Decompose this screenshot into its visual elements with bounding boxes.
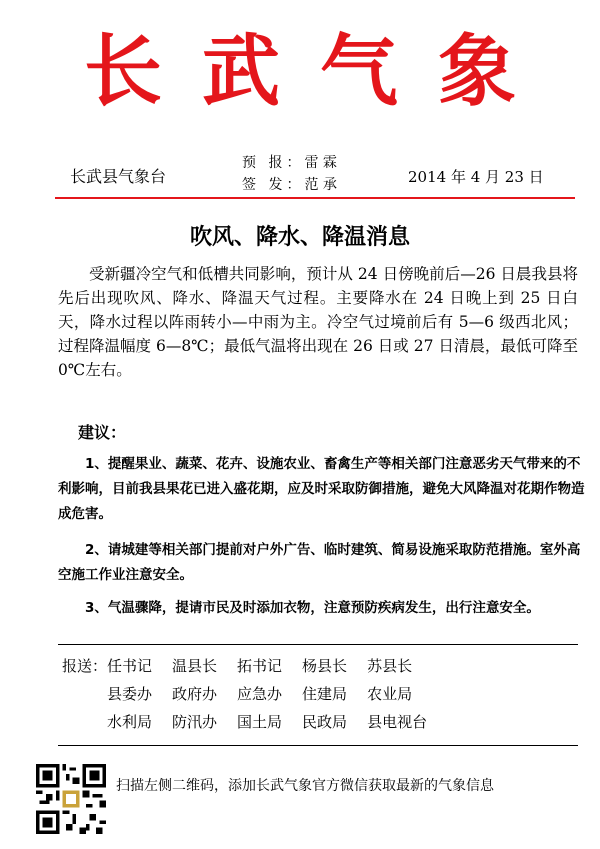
recipient: 政府办 bbox=[172, 685, 218, 703]
recipient: 住建局 bbox=[302, 685, 348, 703]
masthead-title: 长武气象 bbox=[83, 26, 556, 117]
distribution-bottom-rule bbox=[58, 745, 578, 746]
issuer-name: 范 承 bbox=[304, 177, 337, 193]
distribution-top-rule bbox=[58, 644, 578, 645]
roles-block bbox=[242, 152, 337, 196]
recipient: 苏县长 bbox=[367, 657, 413, 675]
distribution-row bbox=[62, 652, 582, 680]
header-info bbox=[0, 150, 600, 195]
header-divider bbox=[55, 197, 575, 199]
lead-paragraph: 受新疆冷空气和低槽共同影响，预计从 24 日傍晚前后—26 日晨我县将先后出现吹风、降水、降温天气过程。主要降水在 24 日晚上到 25 日白天，降水过程以阵雨转小—中雨为主。冷空气过境前后有 5—6 级西北风；过程降温幅度 6—8℃；最低气温将出现在 26 日或 27 日清晨，最低可降至 0℃左右。 bbox=[58, 265, 578, 379]
distribution-row bbox=[62, 708, 582, 736]
recipient: 拓书记 bbox=[237, 657, 283, 675]
qr-code-icon bbox=[36, 764, 106, 834]
bulletin-title: 吹风、降水、降温消息 bbox=[189, 225, 410, 250]
recipient: 水利局 bbox=[107, 713, 153, 731]
suggestion-item: 3、气温骤降，提请市民及时添加衣物，注意预防疾病发生，出行注意安全。 bbox=[85, 600, 540, 616]
issue-date: 2014 年 4 月 23 日 bbox=[408, 168, 544, 186]
recipient: 县委办 bbox=[107, 685, 153, 703]
recipient: 温县长 bbox=[172, 657, 218, 675]
recipient: 国土局 bbox=[237, 713, 283, 731]
issue-label: 签 发： bbox=[242, 177, 305, 193]
distribution-list bbox=[62, 652, 582, 736]
forecaster-name: 雷 霖 bbox=[304, 155, 337, 171]
suggestion-item: 2、请城建等相关部门提前对户外广告、临时建筑、简易设施采取防范措施。室外高空施工作业注意安全。 bbox=[58, 542, 581, 583]
suggestion-item: 1、提醒果业、蔬菜、花卉、设施农业、畜禽生产等相关部门注意恶劣天气带来的不利影响，目前我县果花已进入盛花期，应及时采取防御措施，避免大风降温对花期作物造成危害。 bbox=[58, 456, 585, 522]
recipient: 农业局 bbox=[367, 685, 413, 703]
station-name: 长武县气象台 bbox=[70, 167, 167, 186]
recipient: 应急办 bbox=[237, 685, 283, 703]
distribution-label: 报送： bbox=[62, 657, 108, 675]
scan-instruction: 扫描左侧二维码，添加长武气象官方微信获取最新的气象信息 bbox=[116, 778, 494, 794]
recipient: 防汛办 bbox=[172, 713, 218, 731]
distribution-row bbox=[62, 680, 582, 708]
suggestions-heading: 建议： bbox=[78, 423, 127, 442]
recipient: 杨县长 bbox=[302, 657, 348, 675]
recipient: 任书记 bbox=[107, 657, 153, 675]
recipient: 民政局 bbox=[302, 713, 348, 731]
forecast-label: 预 报： bbox=[242, 155, 305, 171]
recipient: 县电视台 bbox=[367, 713, 428, 731]
